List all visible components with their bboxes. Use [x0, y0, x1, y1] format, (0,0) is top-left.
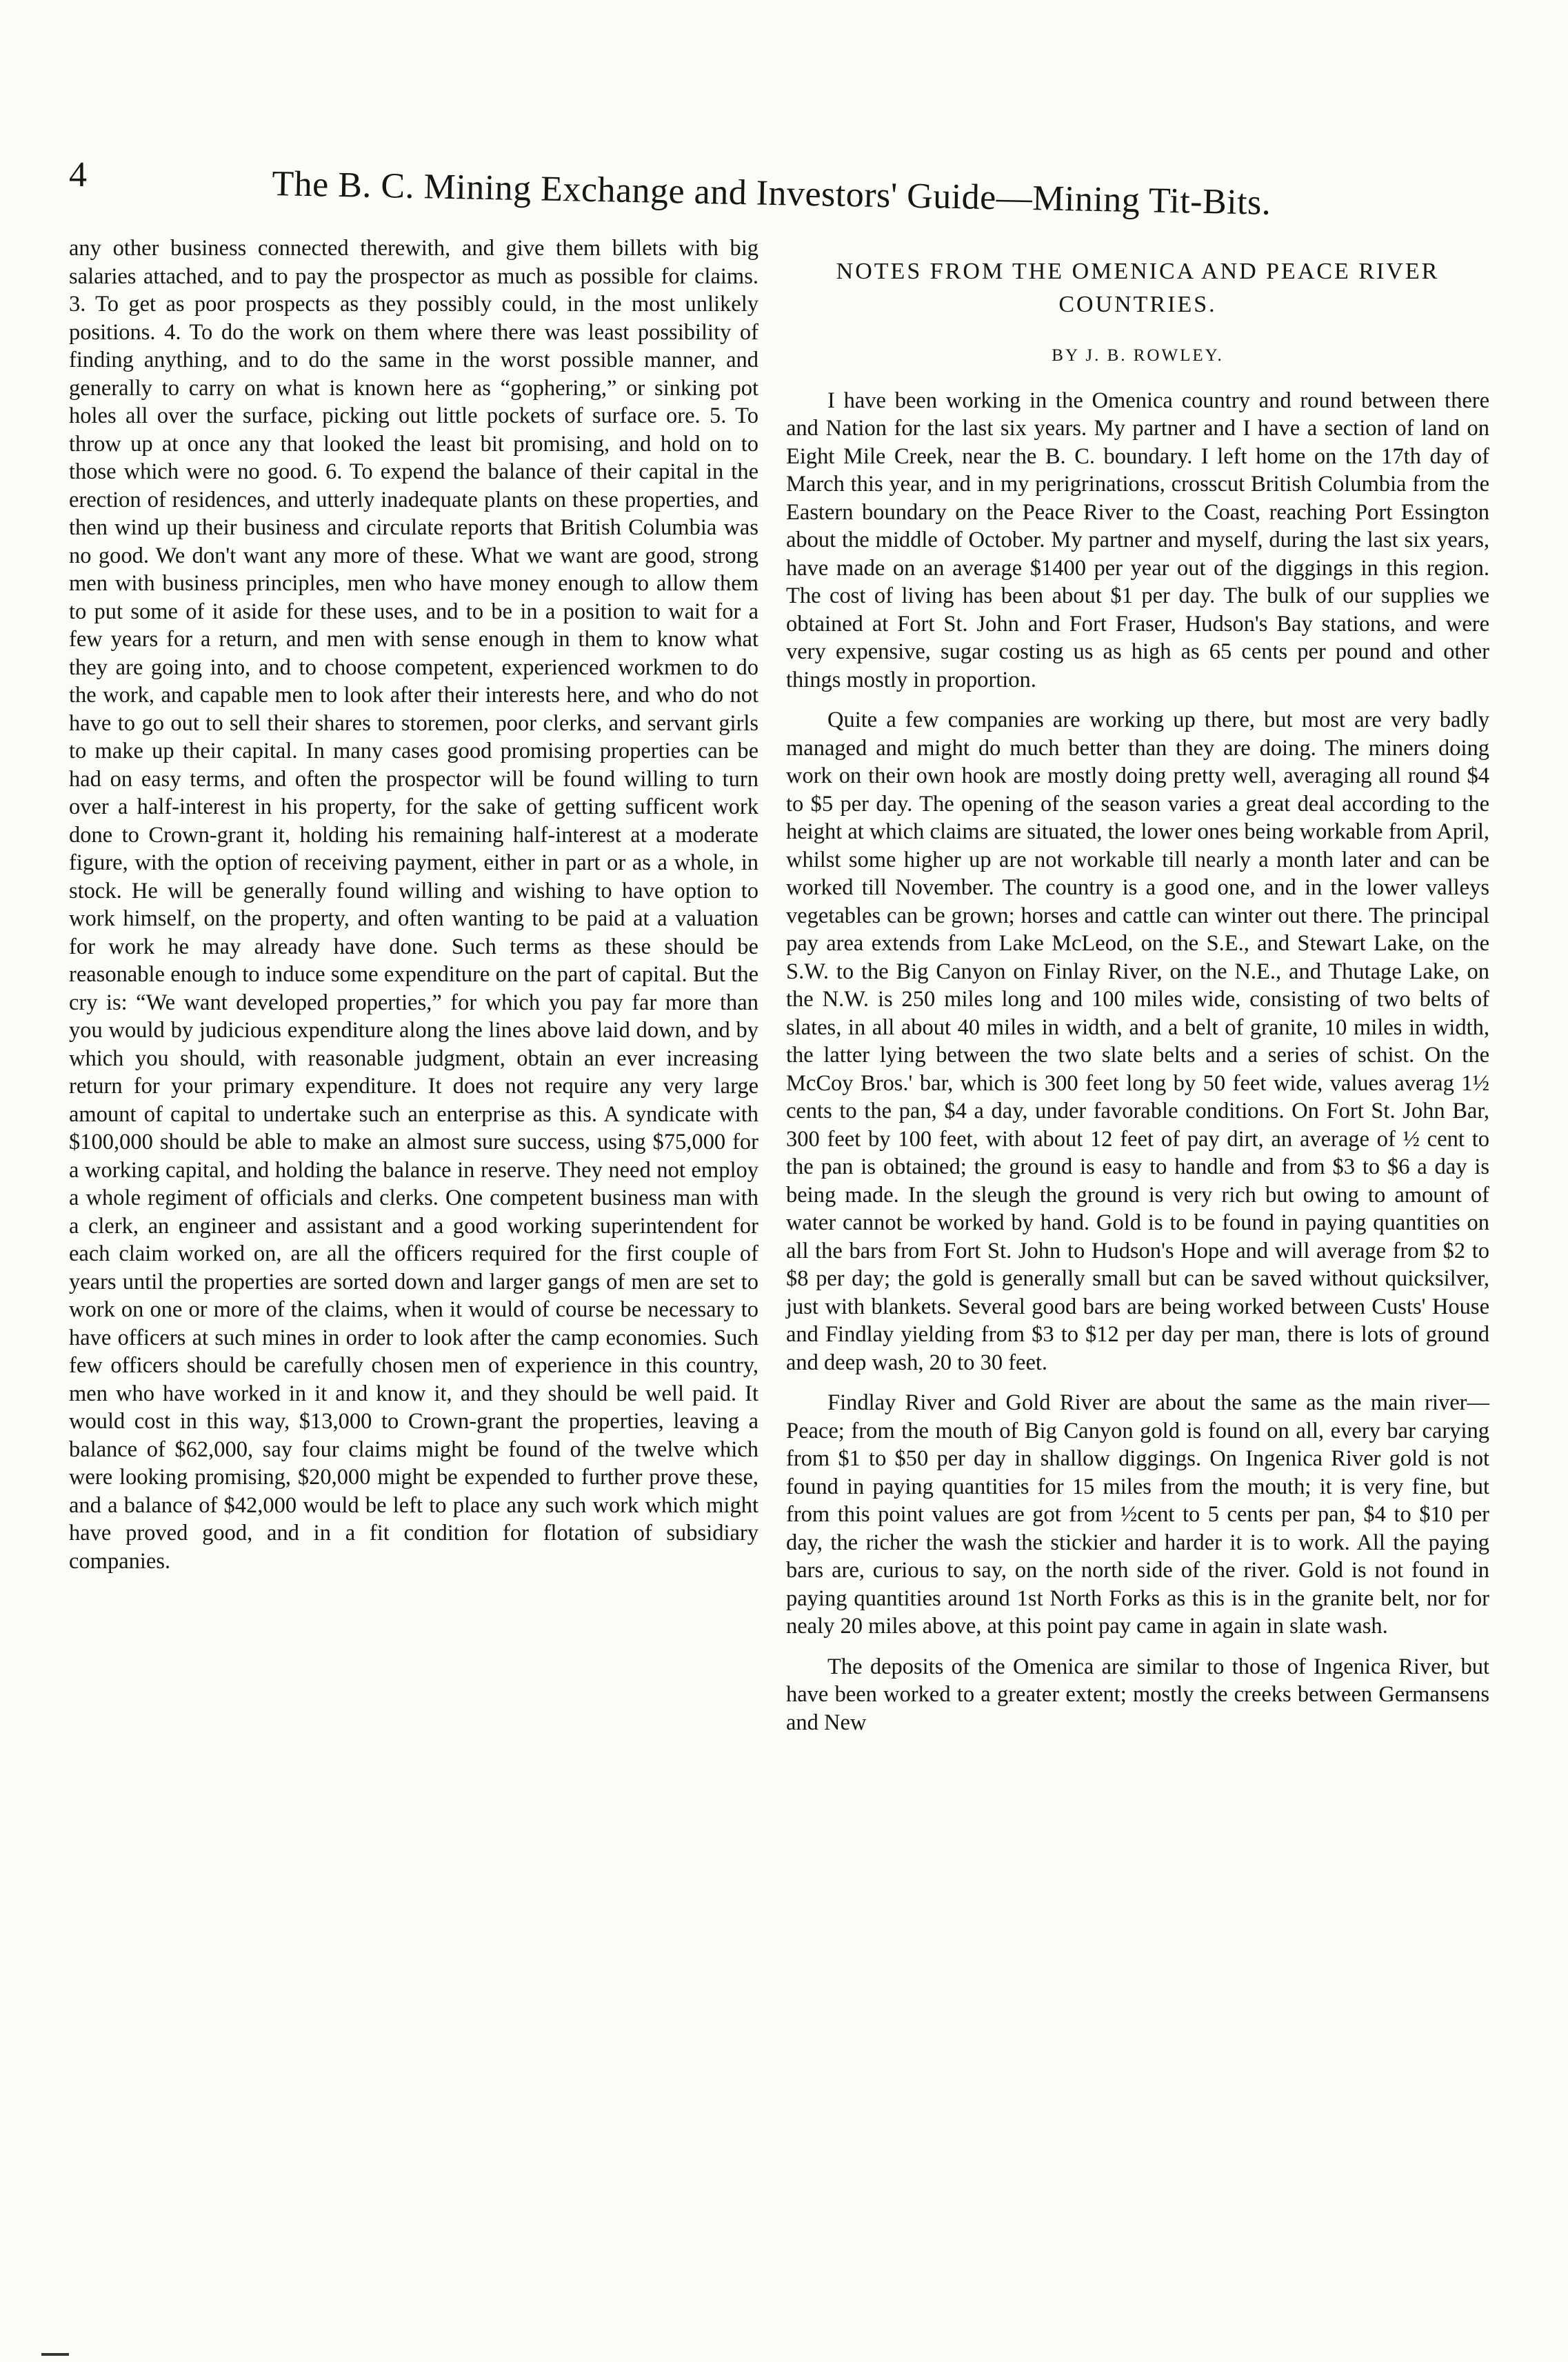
- article-paragraph: Findlay River and Gold River are about the same as the main river—Peace; from the mouth of Big Canyon gold is found on all, every bar carying from $1 to $50 per day in shallow diggings. On Ingenica River gold is not found in paying quantities for 15 miles from the mouth; it is very fine, but from this point values are got from ½cent to 5 cents per pan, $4 to $10 per day, the richer the wash the stickier and harder it is to work. All the paying bars are, curious to say, on the north side of the river. Gold is not found in paying quantities around 1st North Forks as this is in the granite belt, nor for nealy 20 miles above, at this point pay came in again in slate wash.: [786, 1390, 1489, 1639]
- page-number: 4: [69, 155, 87, 194]
- article-byline: BY J. B. ROWLEY.: [1052, 346, 1224, 365]
- footer-rule: [41, 2353, 69, 2356]
- running-head: The B. C. Mining Exchange and Investors' Guide—Mining Tit-Bits.: [271, 164, 1272, 223]
- article-paragraph: The deposits of the Omenica are similar to those of Ingenica River, but have been worked to a greater extent; mostly the creeks between Germansens and New: [786, 1654, 1489, 1735]
- right-column: [786, 255, 1489, 1737]
- left-column-text: any other business connected therewith, and give them billets with big salaries attached, and to pay the prospector as much as possible for claims. 3. To get as poor prospects as they possibly could, in the most unlikely positions. 4. To do the work on them where there was least possibility of finding anything, and to do the same in the worst possible manner, and generally to carry on what is known here as “gophering,” or sinking pot holes all over the surface, picking out little pockets of surface ore. 5. To throw up at once any that looked the least bit promising, and hold on to those which were no good. 6. To expend the balance of their capital in the erection of residences, and utterly inadequate plants on these properties, and then wind up their business and circulate reports that British Columbia was no good. We don't want any more of these. What we want are good, strong men with business principles, men who have money enough to allow them to put some of it aside for these uses, and to be in a position to wait for a few years for a return, and men with sense enough in them to know what they are going into, and to choose competent, experienced workmen to do the work, and capable men to look after their interests here, and who do not have to go out to sell their shares to storemen, poor clerks, and servant girls to make up their capital. In many cases good promising properties can be had on easy terms, and often the prospector will be found willing to turn over a half-interest in his property, for the sake of getting sufficent work done to Crown-grant it, holding his remaining half-interest at a moderate figure, with the option of receiving payment, either in part or as a whole, in stock. He will be generally found willing and wishing to have option to work himself, on the property, and often wanting to be paid at a valuation for work he may already have done. Such terms as these should be reasonable enough to induce some expenditure on the part of capital. But the cry is: “We want developed properties,” for which you pay far more than you would by judicious expenditure along the lines above laid down, and by which you should, with reasonable judgment, obtain an ever increasing return for your primary expenditure. It does not require any very large amount of capital to undertake such an enterprise as this. A syndicate with $100,000 should be able to make an almost sure success, using $75,000 for a working capital, and holding the balance in reserve. They need not employ a whole regiment of officials and clerks. One competent business man with a clerk, an engineer and assistant and a good working superintendent for each claim worked on, are all the officers required for the first couple of years until the properties are sorted down and larger gangs of men are set to work on one or more of the claims, when it would of course be necessary to have officers at such mines in order to look after the camp economies. Such few officers should be carefully chosen men of experience in this country, men who have worked in it and know it, and they should be well paid. It would cost in this way, $13,000 to Crown-grant the properties, leaving a balance of $62,000, say four claims might be found of the twelve which were looking promising, $20,000 might be expended to further prove these, and a balance of $42,000 would be left to place any such work which might have proved good, and in a fit condition for flotation of subsidiary companies.: [69, 236, 758, 1574]
- article-title: NOTES FROM THE OMENICA AND PEACE RIVER COUNTRIES.: [836, 259, 1440, 317]
- article-paragraph: Quite a few companies are working up there, but most are very badly managed and might do much better than they are doing. The miners doing work on their own hook are mostly doing pretty well, averaging all round $4 to $5 per day. The opening of the season varies a great deal according to the height at which claims are situated, the lower ones being workable from April, whilst some higher up are not workable till nearly a month later and can be worked till November. The country is a good one, and in the lower valleys vegetables can be grown; horses and cattle can winter out there. The principal pay area extends from Lake McLeod, on the S.E., and Stewart Lake, on the S.W. to the Big Canyon on Finlay River, on the N.E., and Thutage Lake, on the N.W. is 250 miles long and 100 miles wide, consisting of two belts of slates, in all about 40 miles in width, and a belt of granite, 10 miles in width, the latter lying between the two slate belts and a series of schist. On the McCoy Bros.' bar, which is 300 feet long by 50 feet wide, values averag 1½ cents to the pan, $4 a day, under favorable conditions. On Fort St. John Bar, 300 feet by 100 feet, with about 12 feet of pay dirt, an average of ½ cent to the pan is obtained; the ground is easy to handle and from $3 to $6 a day is being made. In the sleugh the ground is very rich but owing to amount of water cannot be worked by hand. Gold is to be found in paying quantities on all the bars from Fort St. John to Hudson's Hope and will average from $2 to $8 per day; the gold is generally small but can be saved without quicksilver, just with blankets. Several good bars are being worked between Custs' House and Findlay yielding from $3 to $12 per day per man, there is lots of ground and deep wash, 20 to 30 feet.: [786, 708, 1489, 1375]
- left-column: [69, 234, 758, 1575]
- article-paragraph: I have been working in the Omenica country and round between there and Nation for the last six years. My partner and I have a section of land on Eight Mile Creek, near the B. C. boundary. I left home on the 17th day of March this year, and in my perigrinations, crosscut British Columbia from the Eastern boundary on the Peace River to the Coast, reaching Port Essington about the middle of October. My partner and myself, during the last six years, have made on an average $1400 per year out of the diggings in this region. The cost of living has been about $1 per day. The bulk of our supplies we obtained at Fort St. John and Fort Fraser, Hudson's Bay stations, and were very expensive, sugar costing us as high as 65 cents per pound and other things mostly in proportion.: [786, 388, 1489, 692]
